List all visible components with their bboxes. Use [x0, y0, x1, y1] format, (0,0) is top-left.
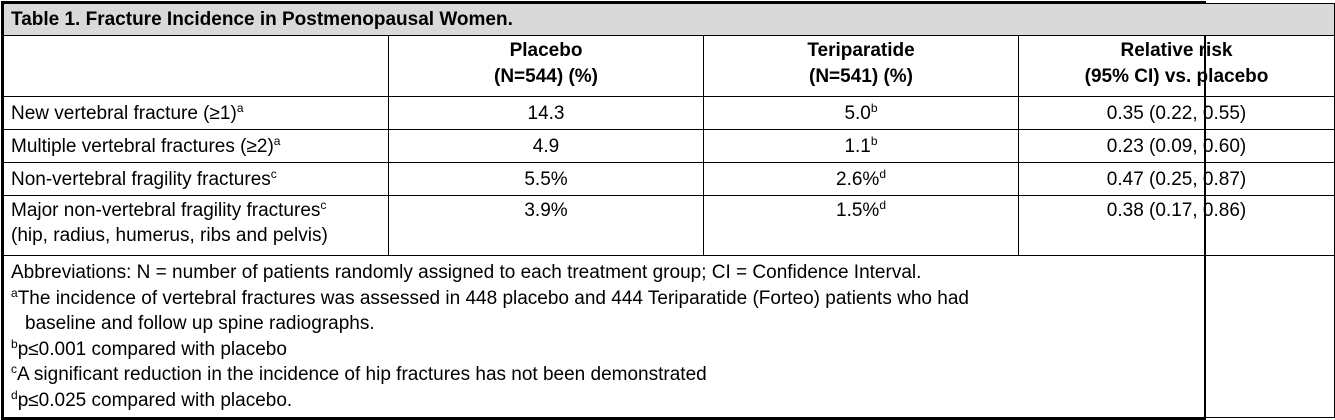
header-placebo	[389, 36, 704, 97]
table-row	[4, 196, 1335, 256]
header-teriparatide-line1: Teriparatide	[807, 40, 915, 61]
fracture-table-container	[1, 1, 1269, 420]
relative-risk-value: 0.23 (0.09, 0.60)	[1019, 130, 1335, 163]
row-label: New vertebral fracture (≥1)$^a$	[4, 97, 389, 130]
table-title: Table 1. Fracture Incidence in Postmenopausal Women.	[4, 4, 1335, 36]
relative-risk-value: 0.38 (0.17, 0.86)	[1019, 196, 1335, 256]
footnote-a: $^a$The incidence of vertebral fractures was assessed in 448 placebo and 444 Teriparatide (Forteo) patients who had	[11, 285, 969, 309]
placebo-value: 14.3	[389, 97, 704, 130]
header-teriparatide	[704, 36, 1019, 97]
placebo-value: 4.9	[389, 130, 704, 163]
teriparatide-value: 1.5%$^d$	[704, 196, 1019, 256]
placebo-value: 5.5%	[389, 163, 704, 196]
header-placebo-line1: Placebo	[509, 40, 583, 61]
teriparatide-value: 2.6%$^d$	[704, 163, 1019, 196]
row-label: Major non-vertebral fragility fractures$^c$ (hip, radius, humerus, ribs and pelvis)	[4, 196, 389, 256]
row-label: Non-vertebral fragility fractures$^c$	[4, 163, 389, 196]
header-relative-risk-line1: Relative risk	[1120, 40, 1233, 61]
header-teriparatide-line2: (N=541) (%)	[809, 66, 913, 87]
relative-risk-value: 0.47 (0.25, 0.87)	[1019, 163, 1335, 196]
teriparatide-value: 1.1$^b$	[704, 130, 1019, 163]
row-label-detail: (hip, radius, humerus, ribs and pelvis)	[11, 225, 328, 246]
header-placebo-line2: (N=544) (%)	[494, 66, 598, 87]
header-relative-risk	[1019, 36, 1335, 97]
table-row	[4, 130, 1335, 163]
footnote-a-continued: baseline and follow up spine radiographs.	[25, 313, 375, 334]
teriparatide-value: 5.0$^b$	[704, 97, 1019, 130]
placebo-value: 3.9%	[389, 196, 704, 256]
header-empty	[4, 36, 389, 97]
table-footnotes	[4, 256, 1335, 418]
row-label: Multiple vertebral fractures (≥2)$^a$	[4, 130, 389, 163]
table-row	[4, 97, 1335, 130]
footnote-abbreviations: Abbreviations: N = number of patients randomly assigned to each treatment group; CI = Confidence Interval.	[11, 262, 922, 283]
fracture-incidence-table	[3, 3, 1335, 418]
relative-risk-value: 0.35 (0.22, 0.55)	[1019, 97, 1335, 130]
table-row	[4, 163, 1335, 196]
footnote-b: $^b$p≤0.001 compared with placebo	[11, 336, 287, 360]
footnote-d: $^d$p≤0.025 compared with placebo.	[11, 387, 293, 411]
header-relative-risk-line2: (95% CI) vs. placebo	[1084, 66, 1269, 87]
footnote-c: $^c$A significant reduction in the incidence of hip fractures has not been demonstrated	[11, 362, 707, 385]
